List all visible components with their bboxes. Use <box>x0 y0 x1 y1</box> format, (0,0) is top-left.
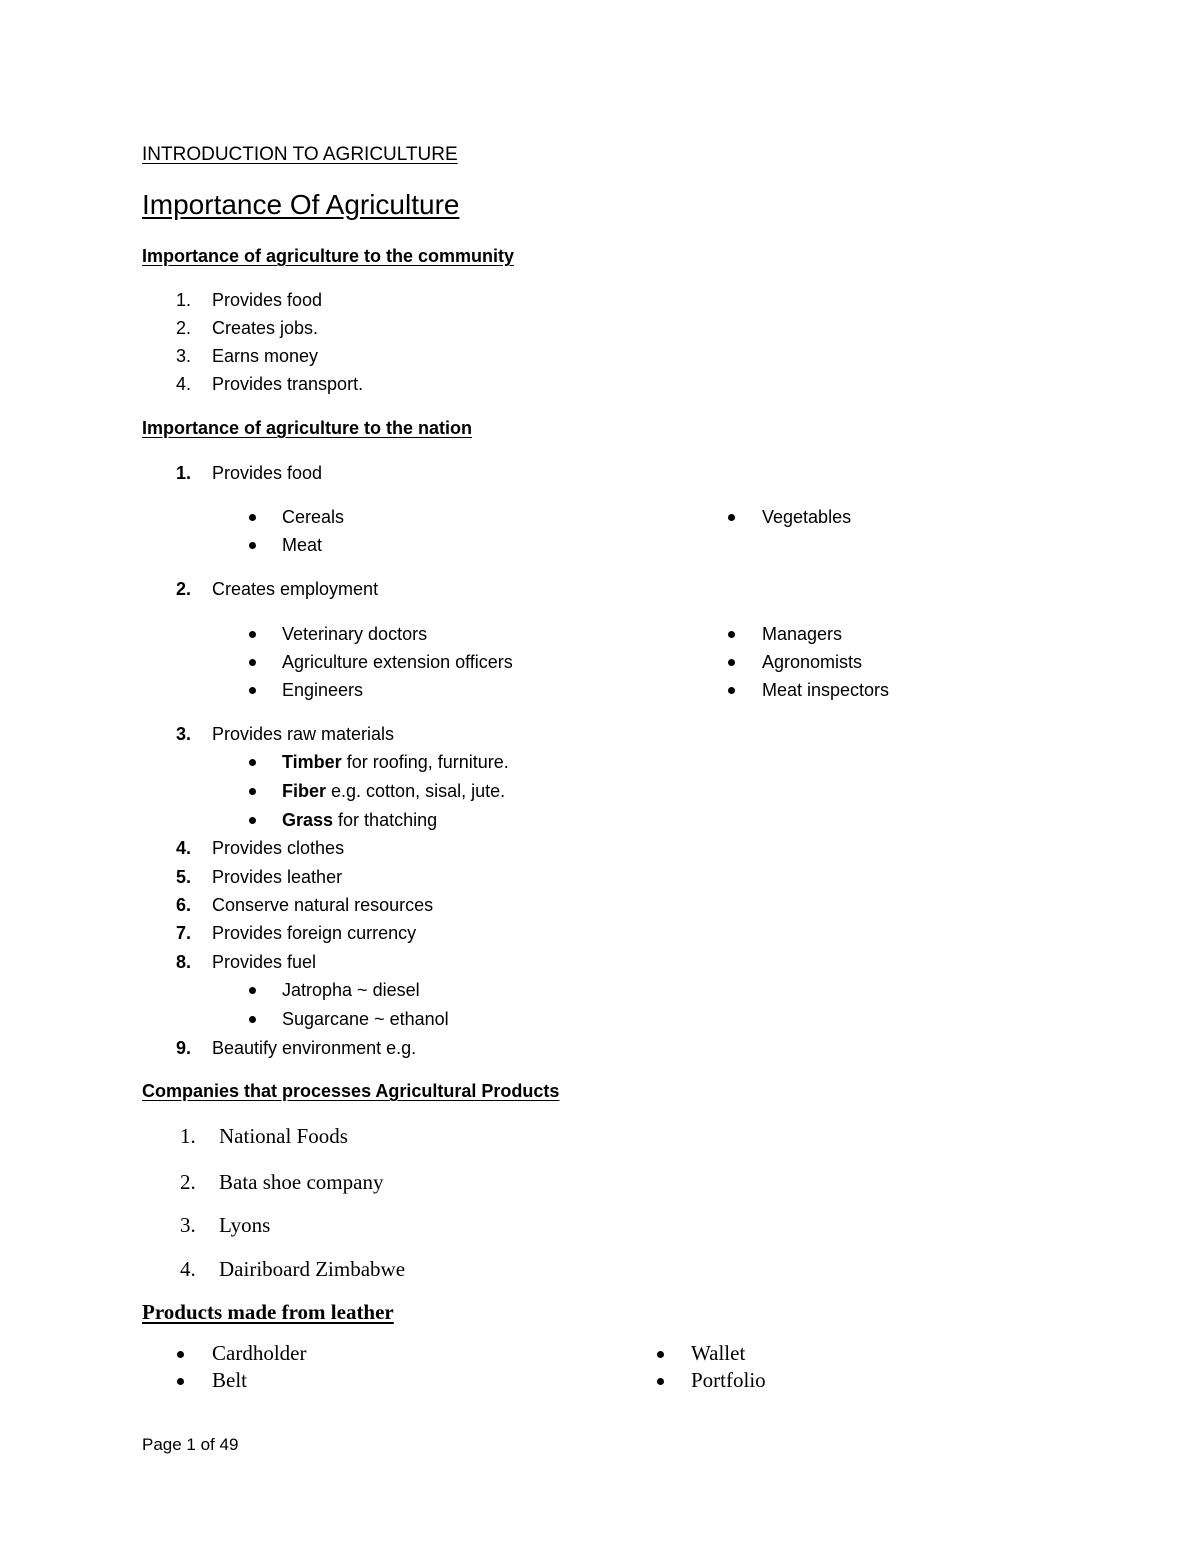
list-item-text: Lyons <box>219 1213 271 1237</box>
bullet-item: Managers <box>762 624 843 644</box>
bullet-item: Grass for thatching <box>282 810 438 830</box>
list-item-number: 5. <box>176 867 192 887</box>
list-item-text: National Foods <box>219 1124 348 1148</box>
list-item-text: Provides transport. <box>212 374 364 394</box>
bullet-item: Agronomists <box>762 652 863 672</box>
list-item-text: Creates employment <box>212 579 379 599</box>
page-number: Page 1 of 49 <box>142 1435 239 1454</box>
list-item: 3. <box>176 346 192 366</box>
bullet-icon <box>177 1351 184 1358</box>
list-item-text: Provides food <box>212 290 323 310</box>
list-item-number: 6. <box>176 895 192 915</box>
list-item-text: Provides food <box>212 463 323 483</box>
bullet-icon <box>657 1378 664 1385</box>
bullet-icon <box>249 687 256 694</box>
list-item-text: Earns money <box>212 346 319 366</box>
bullet-icon <box>249 542 256 549</box>
bullet-icon <box>728 631 735 638</box>
list-item-number: 1. <box>180 1124 196 1148</box>
bullet-icon <box>249 631 256 638</box>
bullet-icon <box>249 514 256 521</box>
main-heading: Importance Of Agriculture <box>142 189 460 220</box>
list-item-text: Conserve natural resources <box>212 895 434 915</box>
list-item-text: Provides clothes <box>212 838 345 858</box>
list-item-number: 8. <box>176 952 192 972</box>
list-item-text: Creates jobs. <box>212 318 319 338</box>
bullet-item: Portfolio <box>691 1368 766 1392</box>
list-item-text: Provides foreign currency <box>212 923 417 943</box>
nation-heading: Importance of agriculture to the nation <box>142 418 473 438</box>
bullet-item: Cardholder <box>212 1341 307 1365</box>
list-item: 4. <box>176 374 192 394</box>
list-item-number: 9. <box>176 1038 192 1058</box>
bullet-icon <box>728 514 735 521</box>
list-item-text: Bata shoe company <box>219 1170 384 1194</box>
list-item-number: 4. <box>180 1257 196 1281</box>
bullet-icon <box>177 1378 184 1385</box>
bullet-item: Jatropha ~ diesel <box>282 980 420 1000</box>
list-item-text: Provides raw materials <box>212 724 395 744</box>
bullet-item: Cereals <box>282 507 345 527</box>
bullet-item: Timber for roofing, furniture. <box>282 752 509 772</box>
bullet-icon <box>249 788 256 795</box>
list-item-text: Dairiboard Zimbabwe <box>219 1257 406 1281</box>
bullet-item: Engineers <box>282 680 364 700</box>
bullet-icon <box>728 687 735 694</box>
bullet-icon <box>249 1016 256 1023</box>
bullet-item: Wallet <box>691 1341 746 1365</box>
leather-heading: Products made from leather <box>142 1300 394 1324</box>
list-item-number: 7. <box>176 923 192 943</box>
list-item-number: 2. <box>176 579 192 599</box>
list-item-number: 4. <box>176 838 192 858</box>
list-item: 2. <box>176 318 192 338</box>
bullet-item: Belt <box>212 1368 247 1392</box>
list-item-text: Provides fuel <box>212 952 317 972</box>
bullet-item: Vegetables <box>762 507 852 527</box>
bullet-icon <box>728 659 735 666</box>
bullet-item: Sugarcane ~ ethanol <box>282 1009 449 1029</box>
bullet-item: Meat <box>282 535 323 555</box>
bullet-item: Fiber e.g. cotton, sisal, jute. <box>282 781 506 801</box>
list-item-number: 1. <box>176 463 192 483</box>
bullet-item: Veterinary doctors <box>282 624 428 644</box>
bullet-icon <box>657 1351 664 1358</box>
companies-heading: Companies that processes Agricultural Products <box>142 1081 560 1101</box>
list-item-text: Provides leather <box>212 867 343 887</box>
bullet-icon <box>249 659 256 666</box>
list-item-text: Beautify environment e.g. <box>212 1038 417 1058</box>
bullet-icon <box>249 987 256 994</box>
document-title: INTRODUCTION TO AGRICULTURE <box>142 144 458 165</box>
bullet-item: Agriculture extension officers <box>282 652 513 672</box>
list-item: 1. <box>176 290 192 310</box>
bullet-icon <box>249 759 256 766</box>
community-heading: Importance of agriculture to the community <box>142 246 515 266</box>
bullet-icon <box>249 817 256 824</box>
list-item-number: 2. <box>180 1170 196 1194</box>
bullet-item: Meat inspectors <box>762 680 890 700</box>
list-item-number: 3. <box>176 724 192 744</box>
list-item-number: 3. <box>180 1213 196 1237</box>
